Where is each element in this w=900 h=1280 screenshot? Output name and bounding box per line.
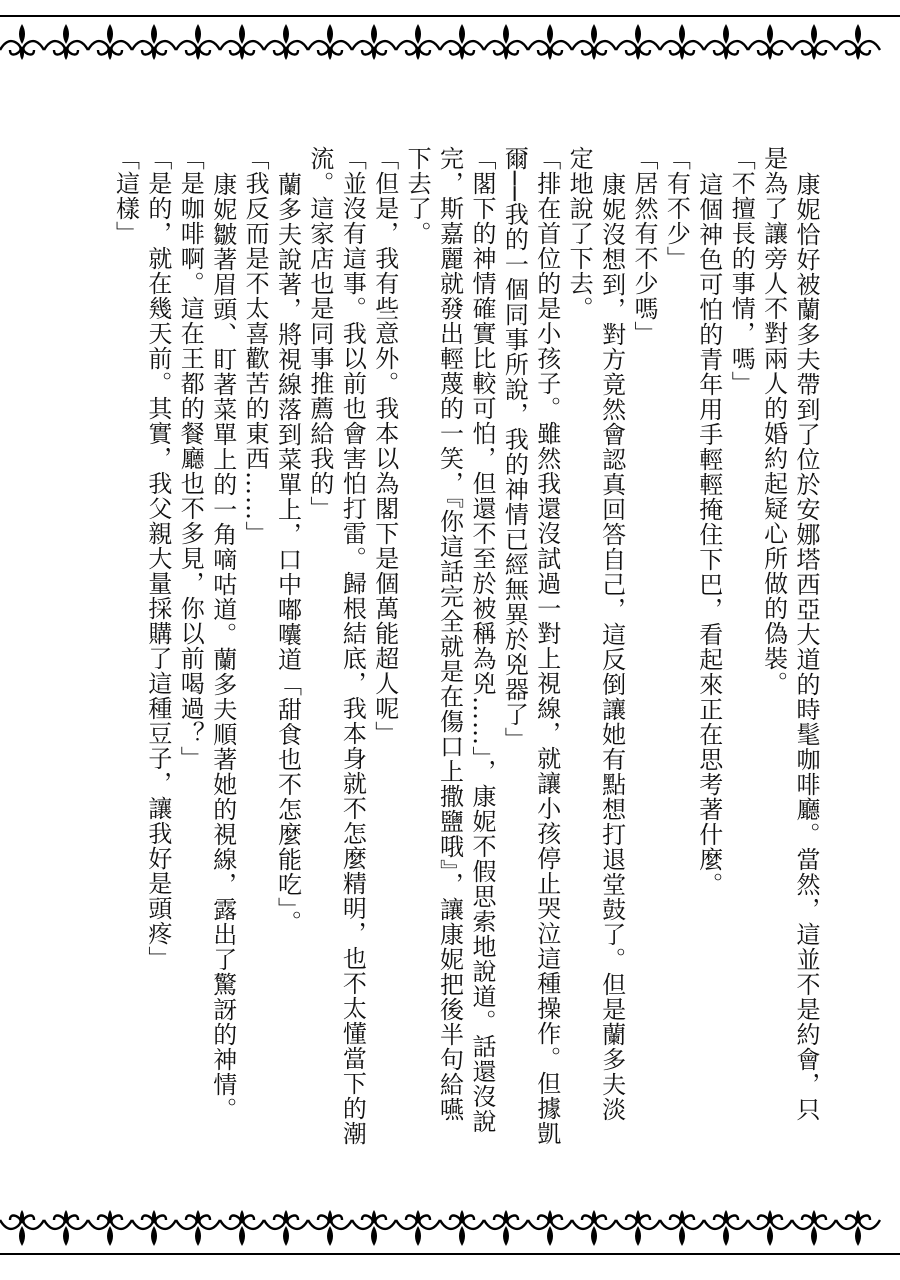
top-ornament-border: [0, 10, 900, 72]
dialogue-line: 「不擅長的事情，嗎」: [727, 146, 756, 396]
paragraph: 康妮恰好被蘭多夫帶到了位於安娜塔西亞大道的時髦咖啡廳。當然，這並不是約會，只是為了讓旁人不對兩人的婚約起疑心所做的偽裝。: [759, 146, 820, 1123]
bottom-ornament-border: [0, 1198, 900, 1260]
paragraph: 蘭多夫說著，將視線落到菜單上，口中嘟囔道「甜食也不怎麼能吃」。: [273, 172, 302, 936]
dialogue-line: 「並沒有這事。我以前也會害怕打雷。歸根結底，我本身就不怎麼精明，也不太懂當下的潮流。這家店也是同事推薦給我的」: [305, 146, 367, 1146]
paragraph: 康妮皺著眉頭、盯著菜單上的一角嘀咕道。蘭多夫順著她的視線，露出了驚訝的神情。: [208, 172, 237, 1123]
dialogue-line: 「是咖啡啊。這在王都的餐廳也不多見，你以前喝過？」: [176, 146, 205, 771]
dialogue-line: 「但是，我有些意外。我本以為閣下是個萬能超人呢」: [370, 146, 399, 746]
paragraph: 康妮沒想到，對方竟然會認真回答自己，這反倒讓她有點想打退堂鼓了。但是蘭多夫淡定地說了下去。: [565, 146, 626, 1123]
dialogue-line: 「居然有不少嗎」: [629, 146, 658, 346]
dialogue-line: 「我反而是不太喜歡苦的東西……」: [241, 146, 270, 546]
dialogue-line: 「有不少」: [662, 146, 691, 271]
dialogue-line: 「排在首位的是小孩子。雖然我還沒試過一對上視線，就讓小孩停止哭泣這種操作。但據凱爾──我的一個同事所說，我的神情已經無異於兇器了」: [500, 146, 561, 1146]
dialogue-line: 「是的，就在幾天前。其實，我父親大量採購了這種豆子，讓我好是頭疼」: [143, 146, 172, 971]
dialogue-line: 「閣下的神情確實比較可怕，但還不至於被稱為兇……」，康妮不假思索地說道。話還沒說完，斯嘉麗就發出輕蔑的一笑，『你這話完全就是在傷口上撒鹽哦』，讓康妮把後半句給嚥下去了。: [403, 146, 496, 1134]
paragraph: 這個神色可怕的青年用手輕輕掩住下巴，看起來正在思考著什麼。: [694, 172, 723, 898]
dialogue-line: 「這樣」: [111, 146, 140, 246]
vertical-text-body: [62, 146, 822, 1146]
